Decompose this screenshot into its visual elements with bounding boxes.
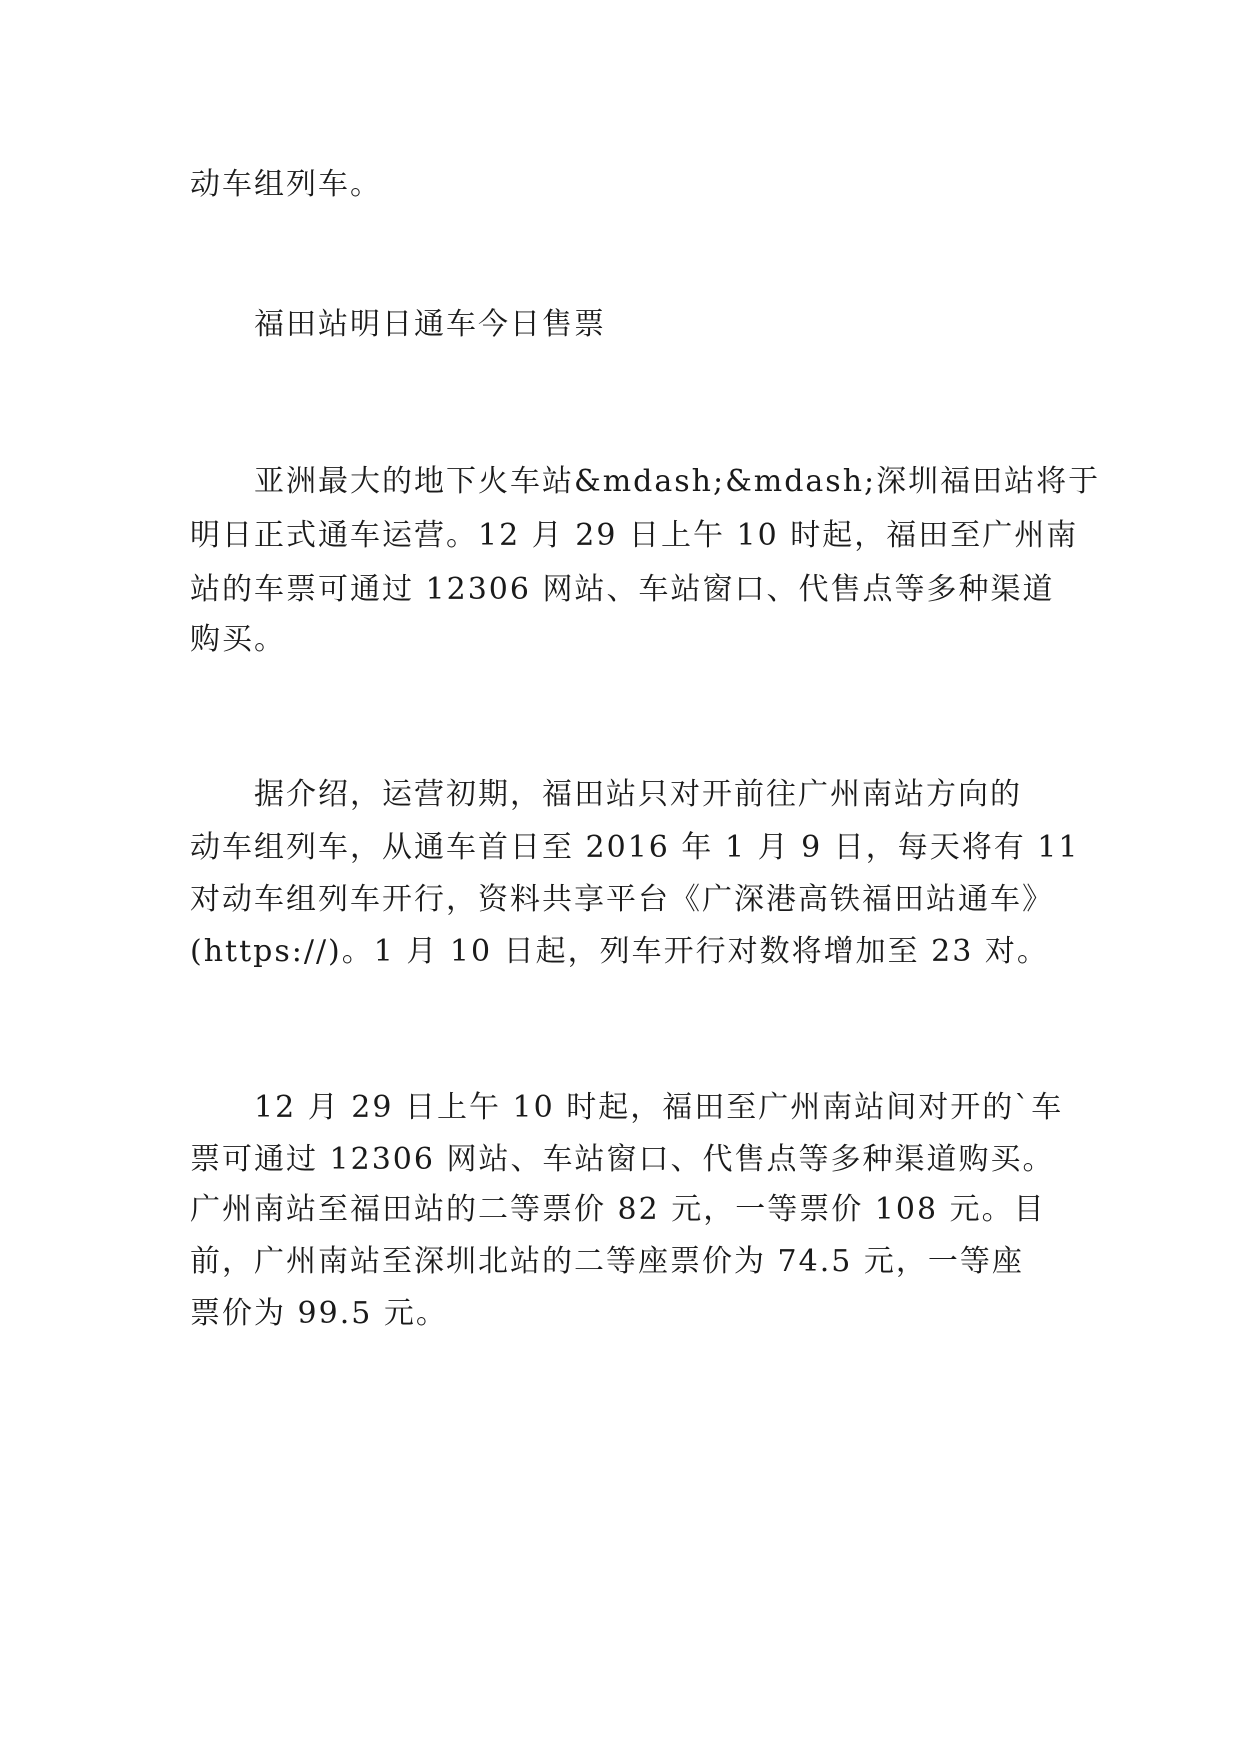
section-heading: 福田站明日通车今日售票 <box>254 307 606 342</box>
paragraph-3-line-2: 票可通过 12306 网站、车站窗口、代售点等多种渠道购买。 <box>190 1142 1055 1177</box>
paragraph-3-line-1: 12 月 29 日上午 10 时起，福田至广州南站间对开的`车 <box>254 1090 1064 1125</box>
paragraph-1-line-1: 亚洲最大的地下火车站&mdash;&mdash;深圳福田站将于 <box>254 464 1101 499</box>
paragraph-3-line-5: 票价为 99.5 元。 <box>190 1296 448 1331</box>
paragraph-2-line-3: 对动车组列车开行，资料共享平台《广深港高铁福田站通车》 <box>190 882 1054 917</box>
paragraph-continuation-line: 动车组列车。 <box>190 167 382 202</box>
paragraph-1-line-2: 明日正式通车运营。12 月 29 日上午 10 时起，福田至广州南 <box>190 518 1079 553</box>
paragraph-1-line-3: 站的车票可通过 12306 网站、车站窗口、代售点等多种渠道 <box>190 572 1055 607</box>
paragraph-2-line-1: 据介绍，运营初期，福田站只对开前往广州南站方向的 <box>254 777 1022 812</box>
paragraph-3-line-3: 广州南站至福田站的二等票价 82 元，一等票价 108 元。目 <box>190 1192 1046 1227</box>
paragraph-3-line-4: 前，广州南站至深圳北站的二等座票价为 74.5 元，一等座 <box>190 1244 1024 1279</box>
paragraph-2-line-2: 动车组列车，从通车首日至 2016 年 1 月 9 日，每天将有 11 <box>190 830 1080 865</box>
paragraph-2-line-4: (https://)。1 月 10 日起，列车开行对数将增加至 23 对。 <box>190 934 1049 969</box>
paragraph-1-line-4: 购买。 <box>190 622 286 657</box>
